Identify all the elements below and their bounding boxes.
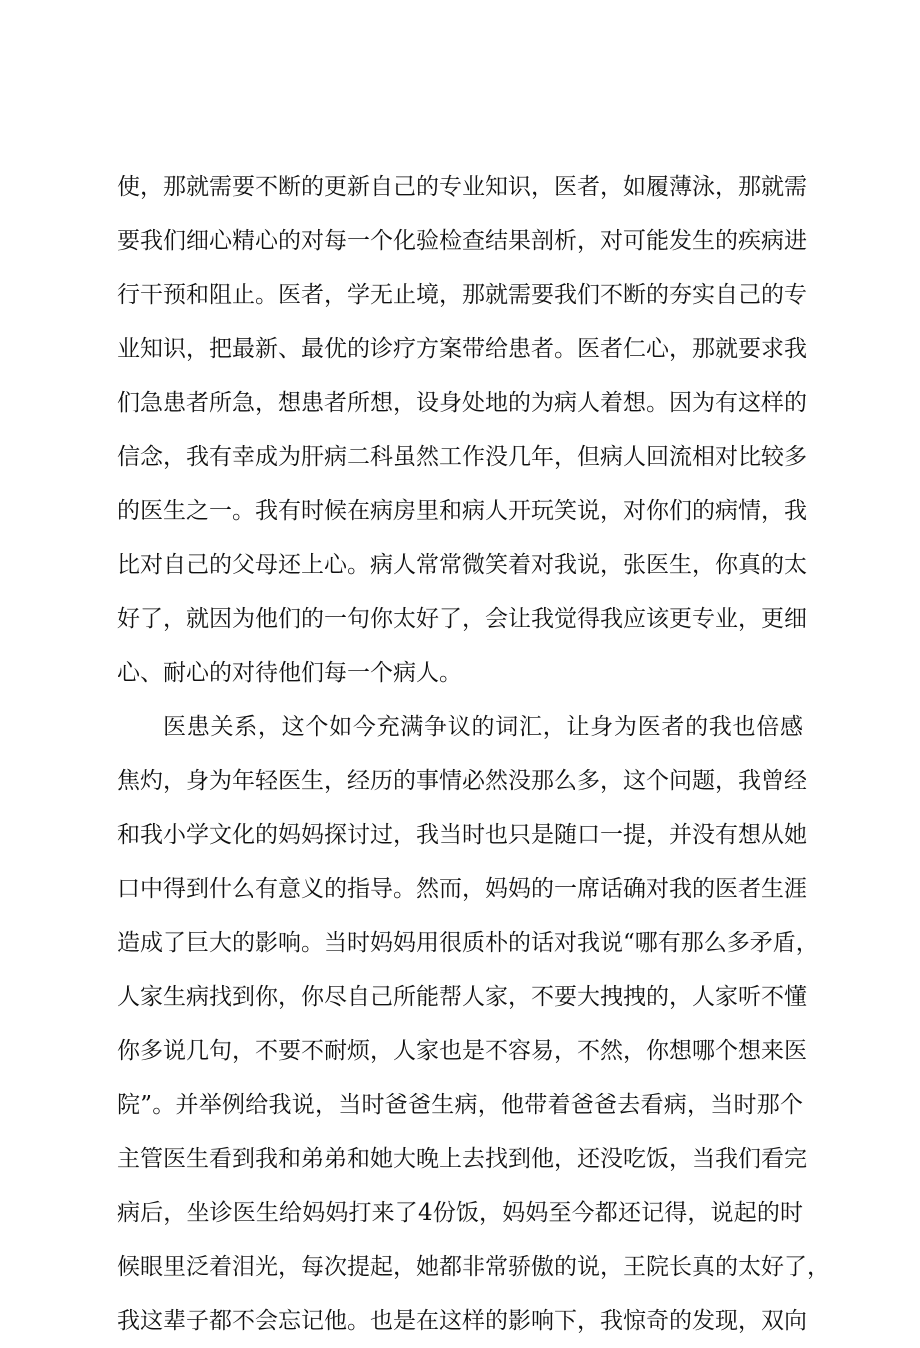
text-line: 病后，坐诊医生给妈妈打来了4份饭，妈妈至今都还记得，说起的时: [117, 1200, 803, 1226]
text-line: 使，那就需要不断的更新自己的专业知识，医者，如履薄泳，那就需: [117, 174, 807, 200]
text-line: 业知识，把最新、最优的诊疗方案带给患者。医者仁心，那就要求我: [117, 336, 807, 362]
text-line: 和我小学文化的妈妈探讨过，我当时也只是随口一提，并没有想从她: [117, 822, 807, 848]
text-line: 你多说几句，不要不耐烦，人家也是不容易，不然，你想哪个想来医: [117, 1038, 807, 1064]
text-line: 焦灼，身为年轻医生，经历的事情必然没那么多，这个问题，我曾经: [117, 768, 807, 794]
text-line: 要我们细心精心的对每一个化验检查结果剖析，对可能发生的疾病进: [117, 228, 807, 254]
text-line: 的医生之一。我有时候在病房里和病人开玩笑说，对你们的病情，我: [117, 498, 807, 524]
text-line: 医患关系，这个如今充满争议的词汇，让身为医者的我也倍感: [163, 714, 803, 740]
paragraph-2: [117, 700, 830, 1348]
text-line: 院”。并举例给我说，当时爸爸生病，他带着爸爸去看病，当时那个: [117, 1092, 803, 1118]
text-line: 信念，我有幸成为肝病二科虽然工作没几年，但病人回流相对比较多: [117, 444, 807, 470]
text-line: 比对自己的父母还上心。病人常常微笑着对我说，张医生，你真的太: [117, 552, 807, 578]
text-line: 我这辈子都不会忘记他。也是在这样的影响下，我惊奇的发现，双向: [117, 1308, 807, 1334]
text-line: 好了，就因为他们的一句你太好了，会让我觉得我应该更专业，更细: [117, 606, 807, 632]
text-line: 心、耐心的对待他们每一个病人。: [117, 660, 462, 686]
text-line: 候眼里泛着泪光，每次提起，她都非常骄傲的说，王院长真的太好了，: [117, 1254, 830, 1280]
text-line: 主管医生看到我和弟弟和她大晚上去找到他，还没吃饭，当我们看完: [117, 1146, 807, 1172]
text-line: 行干预和阻止。医者，学无止境，那就需要我们不断的夯实自己的专: [117, 282, 807, 308]
text-line: 人家生病找到你，你尽自己所能帮人家，不要大拽拽的，人家听不懂: [117, 984, 807, 1010]
text-line: 口中得到什么有意义的指导。然而，妈妈的一席话确对我的医者生涯: [117, 876, 807, 902]
body-text: [117, 160, 830, 1348]
paragraph-1: [117, 160, 807, 700]
text-line: 们急患者所急，想患者所想，设身处地的为病人着想。因为有这样的: [117, 390, 807, 416]
text-line: 造成了巨大的影响。当时妈妈用很质朴的话对我说“哪有那么多矛盾，: [117, 930, 819, 956]
